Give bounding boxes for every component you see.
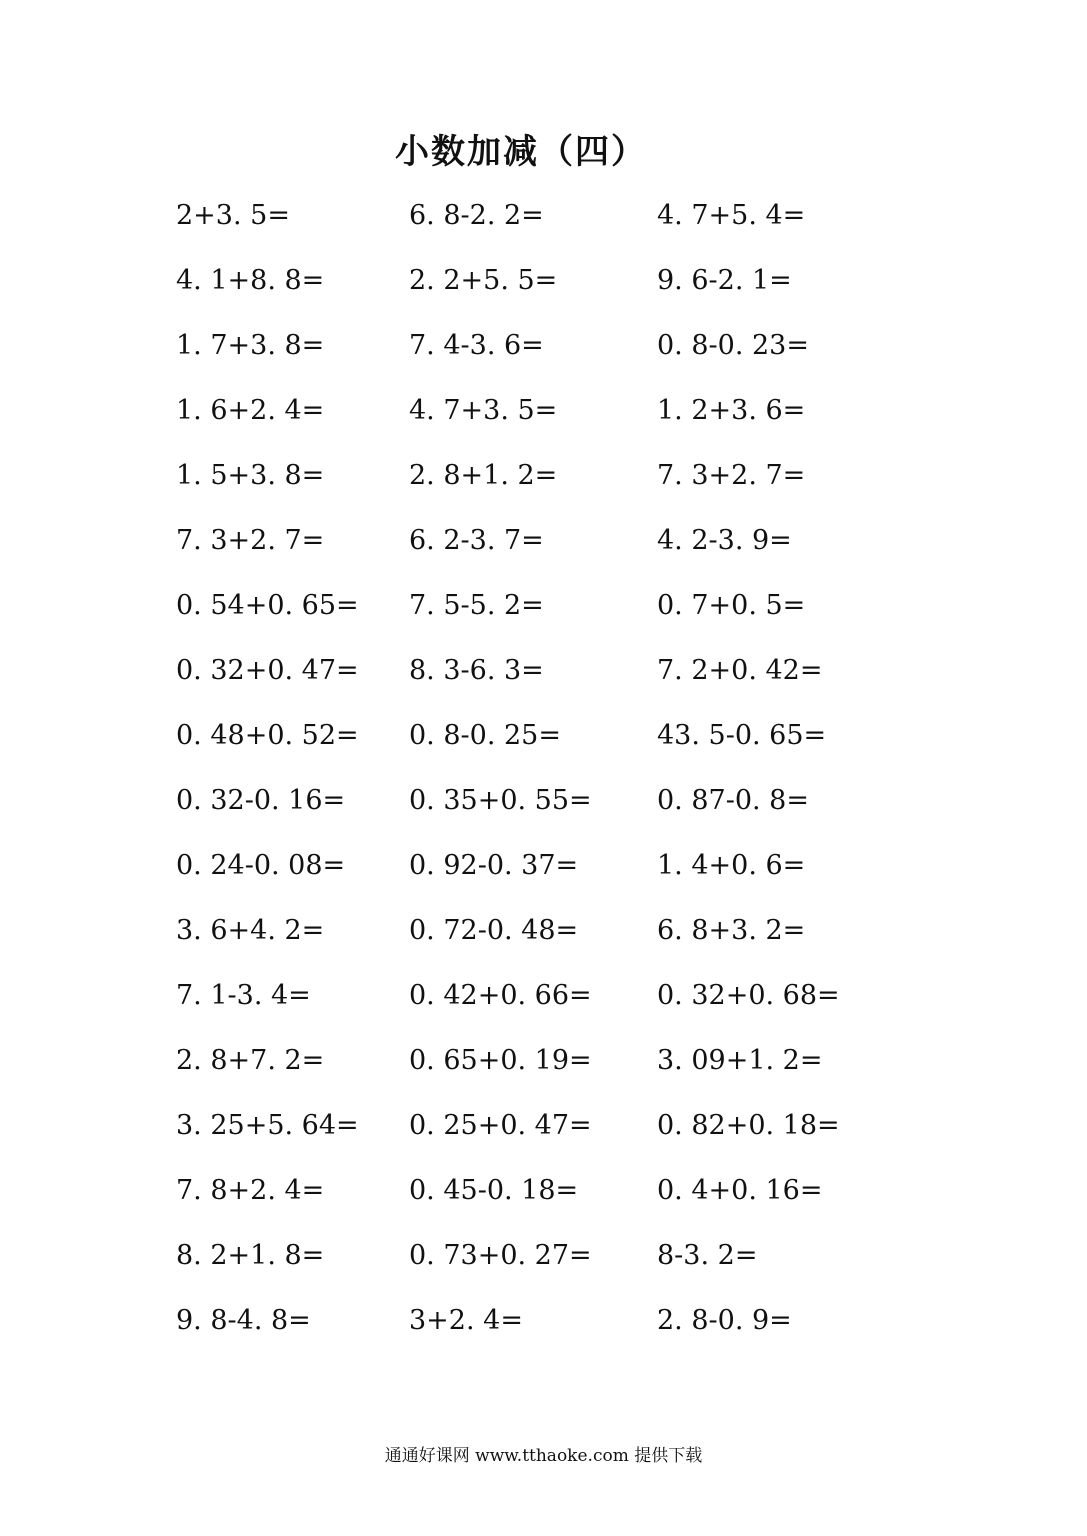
problem-item: 0. 8-0. 25= (409, 720, 561, 751)
problem-item: 0. 42+0. 66= (409, 980, 592, 1011)
problem-item: 6. 8-2. 2= (409, 200, 544, 231)
problem-item: 0. 72-0. 48= (409, 915, 579, 946)
problem-item: 1. 5+3. 8= (176, 460, 325, 491)
problem-item: 0. 82+0. 18= (657, 1110, 840, 1141)
page-title: 小数加减（四） (395, 132, 647, 172)
problem-item: 0. 73+0. 27= (409, 1240, 592, 1271)
problem-item: 43. 5-0. 65= (657, 720, 827, 751)
problem-item: 6. 2-3. 7= (409, 525, 544, 556)
problem-item: 0. 32-0. 16= (176, 785, 346, 816)
problem-item: 2. 8-0. 9= (657, 1305, 792, 1336)
problem-item: 8. 3-6. 3= (409, 655, 544, 686)
footer-credit: 通通好课网 www.tthaoke.com 提供下载 (384, 1446, 703, 1466)
problem-item: 0. 32+0. 68= (657, 980, 840, 1011)
problem-item: 4. 1+8. 8= (176, 265, 325, 296)
problem-item: 8-3. 2= (657, 1240, 758, 1271)
problem-item: 0. 4+0. 16= (657, 1175, 823, 1206)
problem-item: 4. 7+3. 5= (409, 395, 558, 426)
problem-item: 3. 09+1. 2= (657, 1045, 823, 1076)
problem-item: 0. 92-0. 37= (409, 850, 579, 881)
problem-item: 7. 3+2. 7= (657, 460, 806, 491)
problem-item: 0. 65+0. 19= (409, 1045, 592, 1076)
problem-item: 9. 6-2. 1= (657, 265, 792, 296)
problem-item: 3. 6+4. 2= (176, 915, 325, 946)
problem-item: 2. 8+1. 2= (409, 460, 558, 491)
problem-item: 0. 24-0. 08= (176, 850, 346, 881)
problem-item: 0. 35+0. 55= (409, 785, 592, 816)
problem-item: 2. 8+7. 2= (176, 1045, 325, 1076)
problem-item: 7. 5-5. 2= (409, 590, 544, 621)
problem-item: 2+3. 5= (176, 200, 290, 231)
problem-item: 2. 2+5. 5= (409, 265, 558, 296)
problem-item: 0. 48+0. 52= (176, 720, 359, 751)
problem-item: 0. 45-0. 18= (409, 1175, 579, 1206)
problem-item: 4. 7+5. 4= (657, 200, 806, 231)
problem-item: 1. 2+3. 6= (657, 395, 806, 426)
problem-item: 9. 8-4. 8= (176, 1305, 311, 1336)
problem-item: 4. 2-3. 9= (657, 525, 792, 556)
problem-item: 0. 8-0. 23= (657, 330, 809, 361)
problem-item: 0. 25+0. 47= (409, 1110, 592, 1141)
problem-item: 1. 4+0. 6= (657, 850, 806, 881)
problem-item: 7. 4-3. 6= (409, 330, 544, 361)
problem-item: 1. 7+3. 8= (176, 330, 325, 361)
problem-item: 0. 54+0. 65= (176, 590, 359, 621)
problem-item: 1. 6+2. 4= (176, 395, 325, 426)
problem-item: 3+2. 4= (409, 1305, 523, 1336)
problem-item: 0. 32+0. 47= (176, 655, 359, 686)
problem-item: 0. 87-0. 8= (657, 785, 809, 816)
problem-item: 8. 2+1. 8= (176, 1240, 325, 1271)
problem-item: 7. 3+2. 7= (176, 525, 325, 556)
problem-item: 6. 8+3. 2= (657, 915, 806, 946)
problem-item: 7. 2+0. 42= (657, 655, 823, 686)
problem-item: 0. 7+0. 5= (657, 590, 806, 621)
problem-item: 3. 25+5. 64= (176, 1110, 359, 1141)
problem-item: 7. 1-3. 4= (176, 980, 311, 1011)
problem-item: 7. 8+2. 4= (176, 1175, 325, 1206)
